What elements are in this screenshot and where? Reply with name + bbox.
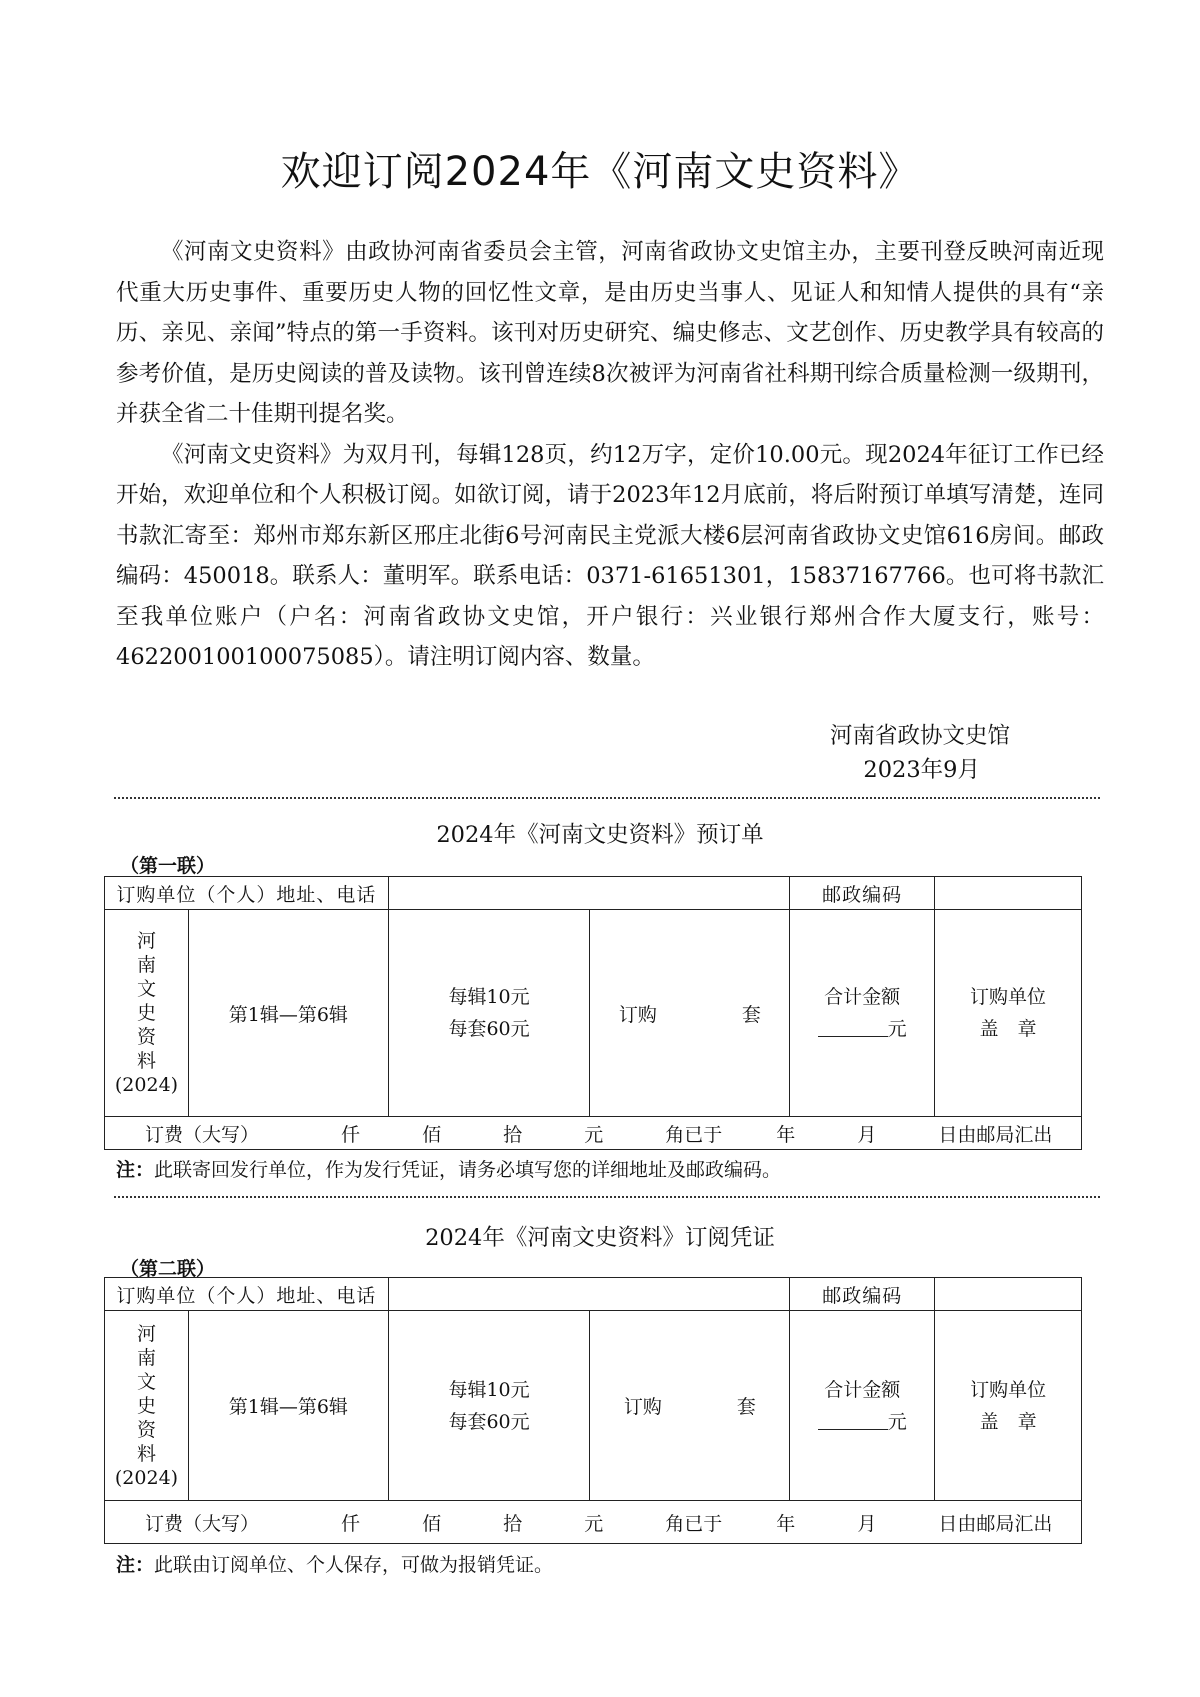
intro-text xyxy=(116,232,1104,678)
address-field[interactable] xyxy=(388,1278,790,1311)
total-amount-field[interactable]: 合计金额 元 xyxy=(790,910,935,1117)
postcode-label: 邮政编码 xyxy=(790,877,935,910)
issues-range: 第1辑—第6辑 xyxy=(188,1311,388,1501)
total-amount-field[interactable]: 合计金额 元 xyxy=(790,1311,935,1501)
price-info: 每辑10元 每套60元 xyxy=(388,910,590,1117)
fee-row[interactable]: 订费（大写） 仟 佰 拾 元 角已于 年 月 日由邮局汇出 xyxy=(105,1501,1082,1544)
cut-line-1 xyxy=(114,797,1100,799)
form2-table xyxy=(104,1277,1082,1544)
signature-org: 河南省政协文史馆 xyxy=(829,723,1010,749)
stamp-area: 订购单位 盖 章 xyxy=(935,910,1082,1117)
postcode-field[interactable] xyxy=(935,1278,1082,1311)
intro-paragraph-2: 《河南文史资料》为双月刊，每辑128页，约12万字，定价10.00元。现2024年征订工作已经开始，欢迎单位和个人积极订阅。如欲订阅，请于2023年12月底前，将后附预订单填写清楚，连同书款汇寄至：郑州市郑东新区邢庄北街6号河南民主党派大楼6层河南省政协文史馆616房间。邮政编码：450018。联系人：董明军。联系电话：0371-61651301，15837167766。也可将书款汇至我单位账户（户名：河南省政协文史馆，开户银行：兴业银行郑州合作大厦支行，账号：462200100100075085）。请注明订阅内容、数量。 xyxy=(116,441,1104,670)
form2-note: 注：此联由订阅单位、个人保存，可做为报销凭证。 xyxy=(116,1554,554,1576)
cut-line-2 xyxy=(114,1196,1100,1198)
form1-note: 注：此联寄回发行单位，作为发行凭证，请务必填写您的详细地址及邮政编码。 xyxy=(116,1159,782,1181)
form1-copy-label: （第一联） xyxy=(120,855,216,877)
postcode-field[interactable] xyxy=(935,877,1082,910)
form2-title: 2024年《河南文史资料》订阅凭证 xyxy=(425,1225,775,1251)
fee-row[interactable]: 订费（大写） 仟 佰 拾 元 角已于 年 月 日由邮局汇出 xyxy=(105,1117,1082,1150)
issues-range: 第1辑—第6辑 xyxy=(188,910,388,1117)
form1-title: 2024年《河南文史资料》预订单 xyxy=(436,822,764,848)
price-info: 每辑10元 每套60元 xyxy=(388,1311,590,1501)
signature-date: 2023年9月 xyxy=(863,757,980,783)
address-field[interactable] xyxy=(388,877,790,910)
intro-paragraph-1: 《河南文史资料》由政协河南省委员会主管，河南省政协文史馆主办，主要刊登反映河南近现代重大历史事件、重要历史人物的回忆性文章，是由历史当事人、见证人和知情人提供的具有“亲历、亲见、亲闻”特点的第一手资料。该刊对历史研究、编史修志、文艺创作、历史教学具有较高的参考价值，是历史阅读的普及读物。该刊曾连续8次被评为河南省社科期刊综合质量检测一级期刊，并获全省二十佳期刊提名奖。 xyxy=(116,239,1104,427)
form2-copy-label: （第二联） xyxy=(120,1258,216,1280)
page-title: 欢迎订阅2024年《河南文史资料》 xyxy=(280,149,920,195)
postcode-label: 邮政编码 xyxy=(790,1278,935,1311)
order-quantity-field[interactable]: 订购 套 xyxy=(590,1311,790,1501)
stamp-area: 订购单位 盖 章 xyxy=(935,1311,1082,1501)
journal-name: 河 南 文 史 资 料 (2024) xyxy=(105,1311,189,1501)
form1-table xyxy=(104,876,1082,1150)
order-quantity-field[interactable]: 订购 套 xyxy=(590,910,790,1117)
journal-name: 河 南 文 史 资 料 (2024) xyxy=(105,910,189,1117)
address-label: 订购单位（个人）地址、电话 xyxy=(105,1278,389,1311)
address-label: 订购单位（个人）地址、电话 xyxy=(105,877,389,910)
